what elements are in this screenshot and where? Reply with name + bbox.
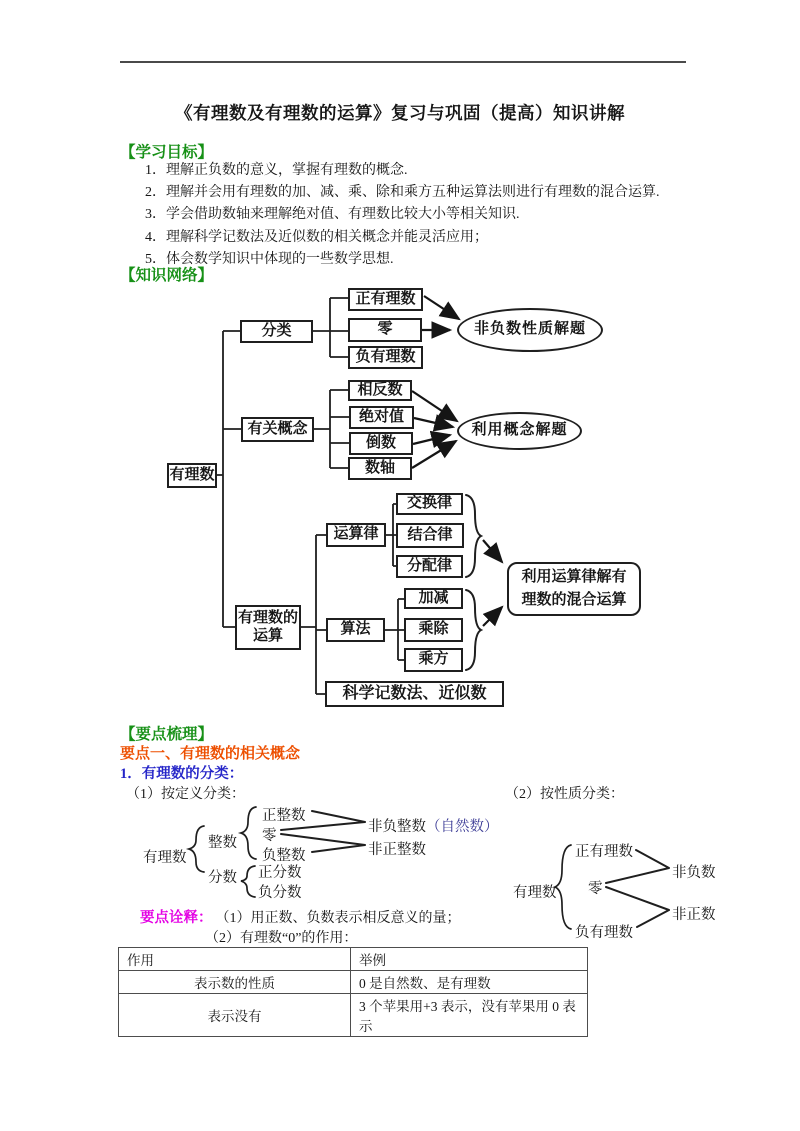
network-node-positive-rational: 正有理数 [348, 288, 423, 311]
table-cell-example: 0 是自然数、是有理数 [351, 971, 588, 994]
prop-tree-nonpositive: 非正数 [672, 907, 716, 923]
network-node-reciprocal: 倒数 [349, 432, 413, 455]
network-node-associative: 结合律 [396, 523, 464, 548]
network-node-opposite: 相反数 [348, 380, 412, 401]
header-rule [120, 61, 686, 63]
goal-item: 2．理解并会用有理数的加、减、乘、除和乘方五种运算法则进行有理数的混合运算. [145, 185, 660, 201]
prop-tree-root: 有理数 [513, 885, 557, 901]
def-tree-positive-fraction: 正分数 [258, 865, 302, 881]
def-tree-fraction: 分数 [208, 870, 237, 886]
nonnegative-integer-text: 非负整数 [368, 819, 426, 835]
interpretation-line1 [140, 906, 461, 927]
def-tree-zero: 零 [262, 828, 277, 844]
goal-item: 5．体会数学知识中体现的一些数学思想. [145, 251, 394, 267]
network-node-classify: 分类 [240, 320, 313, 343]
def-tree-integer: 整数 [208, 835, 237, 851]
learning-goals-list [145, 160, 775, 271]
sub-point-classification: 1．有理数的分类： [120, 766, 244, 782]
table-cell-role: 表示没有 [119, 994, 351, 1037]
interpretation-line2: （2）有理数“0”的作用： [205, 931, 358, 946]
network-node-number-line: 数轴 [348, 457, 412, 480]
interpretation-label: 要点诠释： [140, 910, 213, 926]
network-result-concepts: 利用概念解题 [457, 412, 582, 450]
goal-item: 3．学会借助数轴来理解绝对值、有理数比较大小等相关知识. [145, 207, 520, 223]
prop-tree-nonnegative: 非负数 [672, 865, 716, 881]
goal-item: 4．理解科学记数法及近似数的相关概念并能灵活应用； [145, 229, 488, 245]
by-property-label: （2）按性质分类： [505, 787, 624, 802]
knowledge-network-heading: 【知识网络】 [120, 267, 214, 284]
network-node-absolute-value: 绝对值 [349, 406, 414, 429]
network-node-root: 有理数 [167, 463, 217, 488]
prop-tree-negative-rational: 负有理数 [575, 925, 633, 941]
def-tree-negative-integer: 负整数 [262, 848, 306, 864]
network-node-commutative: 交换律 [396, 493, 463, 515]
network-node-add-subtract: 加减 [404, 588, 463, 609]
goal-item: 1．理解正负数的意义，掌握有理数的概念. [145, 163, 408, 178]
network-node-scientific-notation: 科学记数法、近似数 [325, 681, 504, 707]
zero-role-table [118, 947, 588, 1037]
prop-tree-zero: 零 [588, 881, 603, 897]
key-points-heading: 【要点梳理】 [120, 726, 214, 743]
table-header-row [119, 948, 588, 971]
page-title: 《有理数及有理数的运算》复习与巩固（提高）知识讲解 [175, 103, 625, 123]
network-node-distributive: 分配律 [396, 555, 463, 578]
table-header-role: 作用 [119, 948, 351, 971]
table-cell-role: 表示数的性质 [119, 971, 351, 994]
network-node-operations: 有理数的运算 [235, 605, 301, 650]
network-node-operation-laws: 运算律 [326, 523, 386, 547]
def-tree-negative-fraction: 负分数 [258, 885, 302, 901]
network-node-power: 乘方 [404, 648, 463, 672]
natural-number-note: （自然数） [426, 819, 499, 835]
table-row [119, 971, 588, 994]
network-result-mixed-operations: 利用运算律解有理数的混合运算 [507, 562, 641, 616]
table-header-example: 举例 [351, 948, 588, 971]
table-row [119, 994, 588, 1037]
prop-tree-positive-rational: 正有理数 [575, 844, 633, 860]
network-node-concepts: 有关概念 [241, 417, 314, 442]
by-definition-label: （1）按定义分类： [126, 787, 245, 802]
network-node-zero: 零 [348, 318, 422, 342]
table-cell-example: 3 个苹果用+3 表示，没有苹果用 0 表示 [351, 994, 588, 1037]
network-node-methods: 算法 [326, 618, 385, 642]
network-node-multiply-divide: 乘除 [404, 618, 463, 642]
interpretation-line1-text: （1）用正数、负数表示相反意义的量； [222, 911, 461, 926]
point-one-heading: 要点一、有理数的相关概念 [120, 746, 301, 762]
learning-goals-heading: 【学习目标】 [120, 144, 214, 161]
network-node-negative-rational: 负有理数 [348, 346, 423, 369]
def-tree-positive-integer: 正整数 [262, 808, 306, 824]
network-result-nonnegative: 非负数性质解题 [457, 308, 603, 352]
def-tree-root: 有理数 [143, 850, 187, 866]
def-tree-nonpositive-integer: 非正整数 [368, 842, 426, 858]
def-tree-nonnegative-integer [368, 815, 499, 836]
